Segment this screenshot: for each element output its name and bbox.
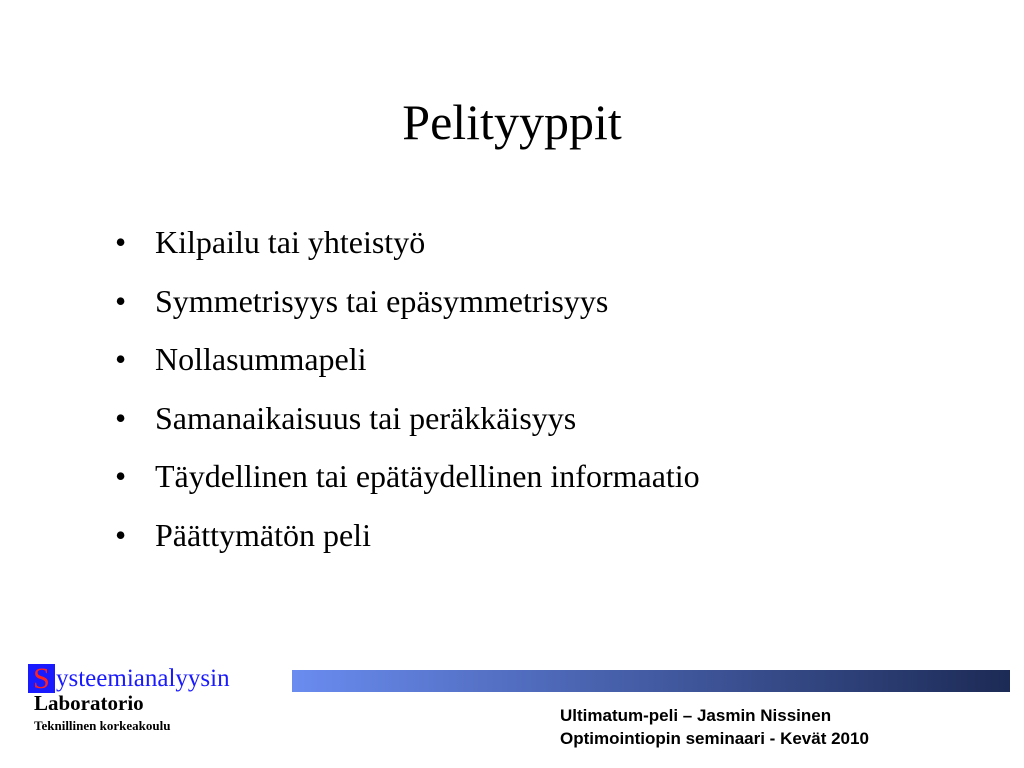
bullet-text: Symmetrisyys tai epäsymmetrisyys bbox=[155, 282, 609, 319]
logo-wordmark bbox=[28, 664, 230, 693]
footer-line-seminar: Optimointiopin seminaari - Kevät 2010 bbox=[560, 729, 869, 748]
gradient-bar-graphic bbox=[292, 670, 1010, 692]
bullet-icon: • bbox=[115, 458, 127, 494]
bullet-item bbox=[115, 277, 700, 336]
bullet-icon: • bbox=[115, 399, 127, 436]
bullet-item bbox=[115, 218, 700, 277]
footer-text bbox=[560, 704, 1000, 750]
bullet-item bbox=[115, 452, 700, 511]
footer-line-presentation: Ultimatum-peli – Jasmin Nissinen bbox=[560, 706, 832, 725]
footer-gradient-bar bbox=[292, 670, 1010, 692]
logo-subtitle: Laboratorio bbox=[34, 691, 144, 715]
bullet-text: Kilpailu tai yhteistyö bbox=[155, 224, 426, 260]
slide-title: Pelityyppit bbox=[402, 94, 622, 150]
bullet-icon: • bbox=[115, 516, 127, 553]
bullet-text: Nollasummapeli bbox=[155, 341, 367, 377]
bullet-text: Päättymätön peli bbox=[155, 516, 371, 553]
bullet-icon: • bbox=[115, 341, 127, 377]
lab-logo bbox=[28, 664, 298, 744]
bullet-item bbox=[115, 394, 700, 453]
bullet-list bbox=[115, 218, 700, 569]
bullet-text: Täydellinen tai epätäydellinen informaatio bbox=[155, 458, 700, 494]
bullet-icon: • bbox=[115, 224, 127, 260]
bullet-item bbox=[115, 511, 700, 570]
bullet-icon: • bbox=[115, 282, 127, 319]
logo-initial: S bbox=[28, 664, 55, 693]
bullet-item bbox=[115, 335, 700, 394]
logo-institution: Teknillinen korkeakoulu bbox=[34, 718, 171, 733]
logo-name: ysteemianalyysin bbox=[56, 665, 230, 692]
bullet-text: Samanaikaisuus tai peräkkäisyys bbox=[155, 399, 577, 436]
